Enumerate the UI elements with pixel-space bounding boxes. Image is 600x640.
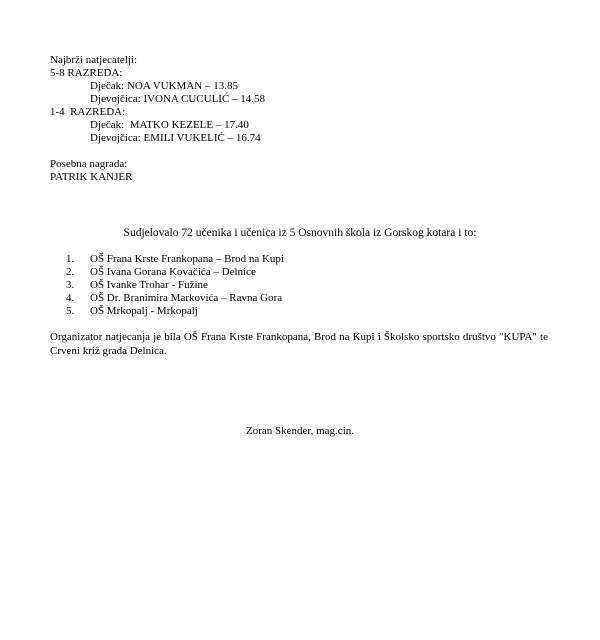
list-item [66, 266, 284, 279]
list-item [66, 305, 284, 318]
boy-winner: Dječak: MATKO KEZELE – 17.40 [90, 119, 249, 131]
school-name: OŠ Mrkopalj - Mrkopalj [90, 305, 198, 317]
school-name: OŠ Frana Krste Frankopana – Brod na Kupi [90, 253, 284, 265]
special-award-section [50, 158, 132, 184]
participation-statement: Sudjelovalo 72 učenika i učenica iz 5 Osnovnih škola iz Gorskog kotara i to: [123, 227, 477, 239]
list-number: 1. [66, 253, 75, 265]
school-name: OŠ Dr. Branimira Markovića – Ravna Gora [90, 292, 283, 304]
organizer-paragraph: Organizator natjecanja je bila OŠ Frana Krste Frankopana, Brod na Kupi i Školsko sportsko društvo "KUPA" te Crveni križ grada Delnica. [50, 331, 548, 357]
school-name: OŠ Ivanke Trohar - Fužine [90, 279, 208, 291]
group-label: 1-4 RAZREDA: [50, 106, 126, 118]
fastest-competitors-heading: Najbrži natjecatelji: [50, 54, 138, 66]
list-number: 5. [66, 305, 75, 317]
group-grades-1-4 [50, 106, 265, 145]
special-award-heading: Posebna nagrada: [50, 158, 128, 170]
special-award-name: PATRIK KANJER [50, 171, 133, 183]
list-item [66, 279, 284, 292]
list-number: 2. [66, 266, 75, 278]
girl-winner: Djevojčica: EMILI VUKELIĆ – 16.74 [90, 132, 261, 144]
fastest-competitors-section [50, 54, 265, 145]
schools-list [66, 253, 284, 318]
list-item [66, 253, 284, 266]
school-name: OŠ Ivana Gorana Kovačića – Delnice [90, 266, 256, 278]
list-number: 3. [66, 279, 75, 291]
signature: Zoran Skender, mag.cin. [246, 425, 354, 437]
list-item [66, 292, 284, 305]
group-label: 5-8 RAZREDA: [50, 67, 123, 79]
girl-winner: Djevojčica: IVONA CUCULIĆ – 14.58 [90, 93, 266, 105]
group-grades-5-8 [50, 67, 265, 106]
list-number: 4. [66, 292, 75, 304]
boy-winner: Dječak: NOA VUKMAN – 13.85 [90, 80, 238, 92]
